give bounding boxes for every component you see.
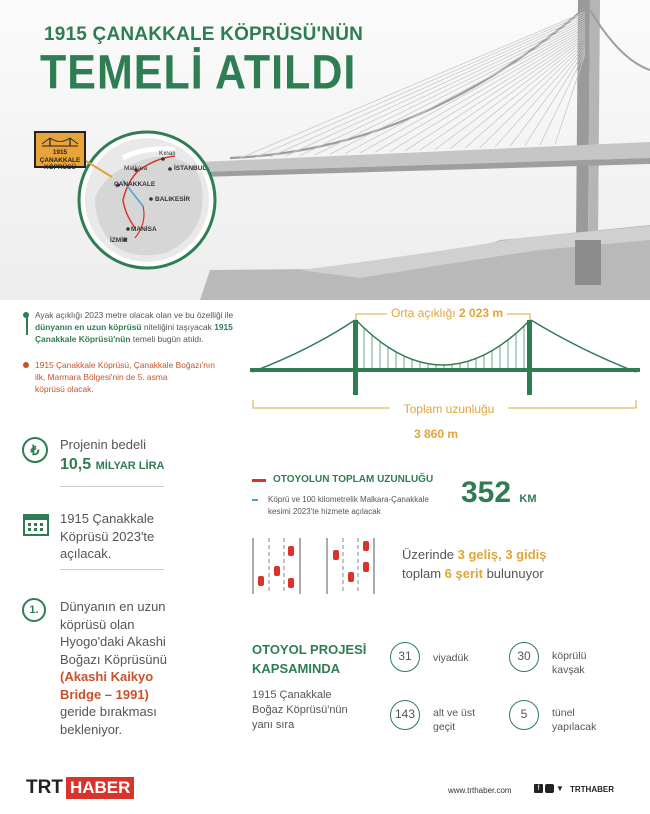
divider-2 <box>60 569 164 570</box>
lira-icon: ₺ <box>22 437 48 463</box>
footer-social-handle: TRTHABER <box>570 785 614 794</box>
desc-p2-2: ilk, Marmara Bölgesi'nin de 5. asma <box>35 372 168 382</box>
lanes-2a: toplam <box>402 566 445 581</box>
stay-cable <box>375 30 585 152</box>
footer-url[interactable]: www.trthaber.com <box>448 786 512 795</box>
project-item-1-label <box>433 651 469 665</box>
legend-sub-1: Köprü ve 100 kilometrelik Malkara-Çanakkale <box>268 495 429 504</box>
record-line-5: (Akashi Kaikyo <box>60 669 154 684</box>
legend-sub-2: kesimi 2023'te hizmete açılacak <box>268 506 381 516</box>
project-item-1-value: 31 <box>390 642 420 672</box>
desc-dot-1 <box>23 312 29 318</box>
project-item-3-value: 143 <box>390 700 420 730</box>
project-item-2-label <box>552 649 586 677</box>
project-item-2-label-2: kavşak <box>552 664 585 676</box>
highway-legend-title: OTOYOLUN TOPLAM UZUNLUĞU <box>273 474 434 485</box>
project-item-3-label-2: geçit <box>433 721 456 733</box>
record-line-8: bekleniyor. <box>60 721 123 737</box>
record-text <box>60 598 167 738</box>
cost-value <box>60 456 164 474</box>
project-item-1-label-1: viyadük <box>433 652 469 664</box>
twitter-icon[interactable]: ▼ <box>556 784 564 793</box>
record-line-2: köprüsü olan <box>60 616 135 632</box>
project-sub-2: Boğaz Köprüsü'nün <box>252 704 348 716</box>
project-sub <box>252 688 348 733</box>
record-line-4: Boğazı Köprüsünü <box>60 651 167 667</box>
description-paragraph-2 <box>35 359 275 395</box>
desc-p1-b: dünyanın en uzun köprüsü <box>35 322 142 332</box>
legend-red-line <box>252 479 266 482</box>
project-heading <box>252 640 366 678</box>
title-line-2: TEMELİ ATILDI <box>40 46 357 100</box>
open-date-text <box>60 510 154 563</box>
stay-cable <box>510 48 585 146</box>
project-item-3-label-1: alt ve üst <box>433 707 476 719</box>
cost-value-number: 10,5 <box>60 456 92 473</box>
project-item-4-label-2: yapılacak <box>552 721 597 733</box>
social-icons <box>534 784 565 793</box>
highway-length-value: 352 <box>461 476 512 509</box>
map-bridge-label-text: 1915 ÇANAKKALE KÖPRÜSÜ <box>39 149 81 171</box>
project-sub-3: yanı sıra <box>252 719 295 731</box>
total-length-value: 3 860 m <box>414 427 459 441</box>
date-line-1: 1915 Çanakkale <box>60 511 154 526</box>
description-paragraph-1 <box>35 309 275 345</box>
record-line-3: Hyogo'daki Akashi <box>60 634 166 649</box>
lanes-graphic <box>252 536 382 596</box>
project-item-4-value: 5 <box>509 700 539 730</box>
span-label-text: Orta açıklığı <box>391 306 460 320</box>
project-item-4-label-1: tünel <box>552 707 575 719</box>
desc-p1-c: niteliğini taşıyacak <box>141 322 215 332</box>
legend-cyan-line <box>252 499 258 501</box>
map-city-manisa: MANİSA <box>131 226 157 233</box>
trt-haber-logo[interactable] <box>26 777 134 799</box>
stay-cable <box>495 46 585 147</box>
span-label <box>387 306 507 320</box>
project-item-3-label <box>433 706 475 734</box>
title-line-1: 1915 ÇANAKKALE KÖPRÜSÜ'NÜN <box>44 24 364 45</box>
desc-dot-2 <box>23 362 29 368</box>
divider-1 <box>60 486 164 487</box>
desc-p2-1: 1915 Çanakkale Köprüsü, Çanakkale Boğazı'nın <box>35 360 215 370</box>
map-city-balikesir: BALIKESİR <box>155 196 191 203</box>
project-heading-1: OTOYOL PROJESİ <box>252 642 367 657</box>
map-city-malkara: Malkara <box>124 165 148 172</box>
stay-cable <box>360 28 585 153</box>
desc-p2-3: köprüsü olacak. <box>35 384 94 394</box>
desc-p1-a: Ayak açıklığı 2023 metre olacak olan ve bu özelliği ile <box>35 310 234 320</box>
logo-trt: TRT <box>26 777 63 798</box>
map-bridge-label <box>34 131 86 171</box>
mini-bridge-icon <box>40 136 80 148</box>
highway-legend-sub <box>268 494 458 517</box>
project-heading-2: KAPSAMINDA <box>252 661 341 676</box>
lanes-2b: 6 şerit <box>444 566 483 581</box>
cost-label: Projenin bedeli <box>60 437 147 452</box>
date-line-3: açılacak. <box>60 546 112 561</box>
lanes-1b: 3 geliş, 3 gidiş <box>457 547 547 562</box>
project-item-2-value: 30 <box>509 642 539 672</box>
record-line-1: Dünyanın en uzun <box>60 599 166 614</box>
instagram-icon[interactable] <box>545 784 554 793</box>
desc-p1-d: 1915 <box>214 322 233 332</box>
project-sub-1: 1915 Çanakkale <box>252 689 332 701</box>
facebook-icon[interactable]: f <box>534 784 543 793</box>
stay-cable <box>390 32 585 152</box>
map-city-istanbul: İSTANBUL <box>174 165 207 172</box>
total-length-label: Toplam uzunluğu <box>390 402 508 416</box>
number-one-icon: 1. <box>22 598 46 622</box>
cost-value-unit: MİLYAR LİRA <box>95 460 165 472</box>
lanes-text <box>402 545 547 583</box>
date-line-2: Köprüsü 2023'te <box>60 528 155 544</box>
record-line-7: geride bırakması <box>60 704 157 719</box>
highway-length-unit: KM <box>519 493 537 505</box>
desc-p1-f: temeli bugün atıldı. <box>130 334 204 344</box>
calendar-icon <box>23 512 49 536</box>
highway-length <box>461 476 537 510</box>
project-item-4-label <box>552 706 596 734</box>
stay-cable <box>345 26 585 154</box>
project-item-2-label-1: köprülü <box>552 650 587 662</box>
map-city-izmir: İZMİR <box>110 237 128 244</box>
span-value: 2 023 m <box>459 306 504 320</box>
lanes-2c: bulunuyor <box>482 566 544 581</box>
desc-p1-e: Çanakkale Köprüsü'nün <box>35 334 131 344</box>
record-line-6: Bridge – 1991) <box>60 686 149 702</box>
map-city-canakkale: ÇANAKKALE <box>114 181 156 188</box>
lanes-1a: Üzerinde <box>402 547 458 562</box>
logo-haber: HABER <box>66 777 134 799</box>
map-city-kinali: Kınalı <box>159 150 176 157</box>
